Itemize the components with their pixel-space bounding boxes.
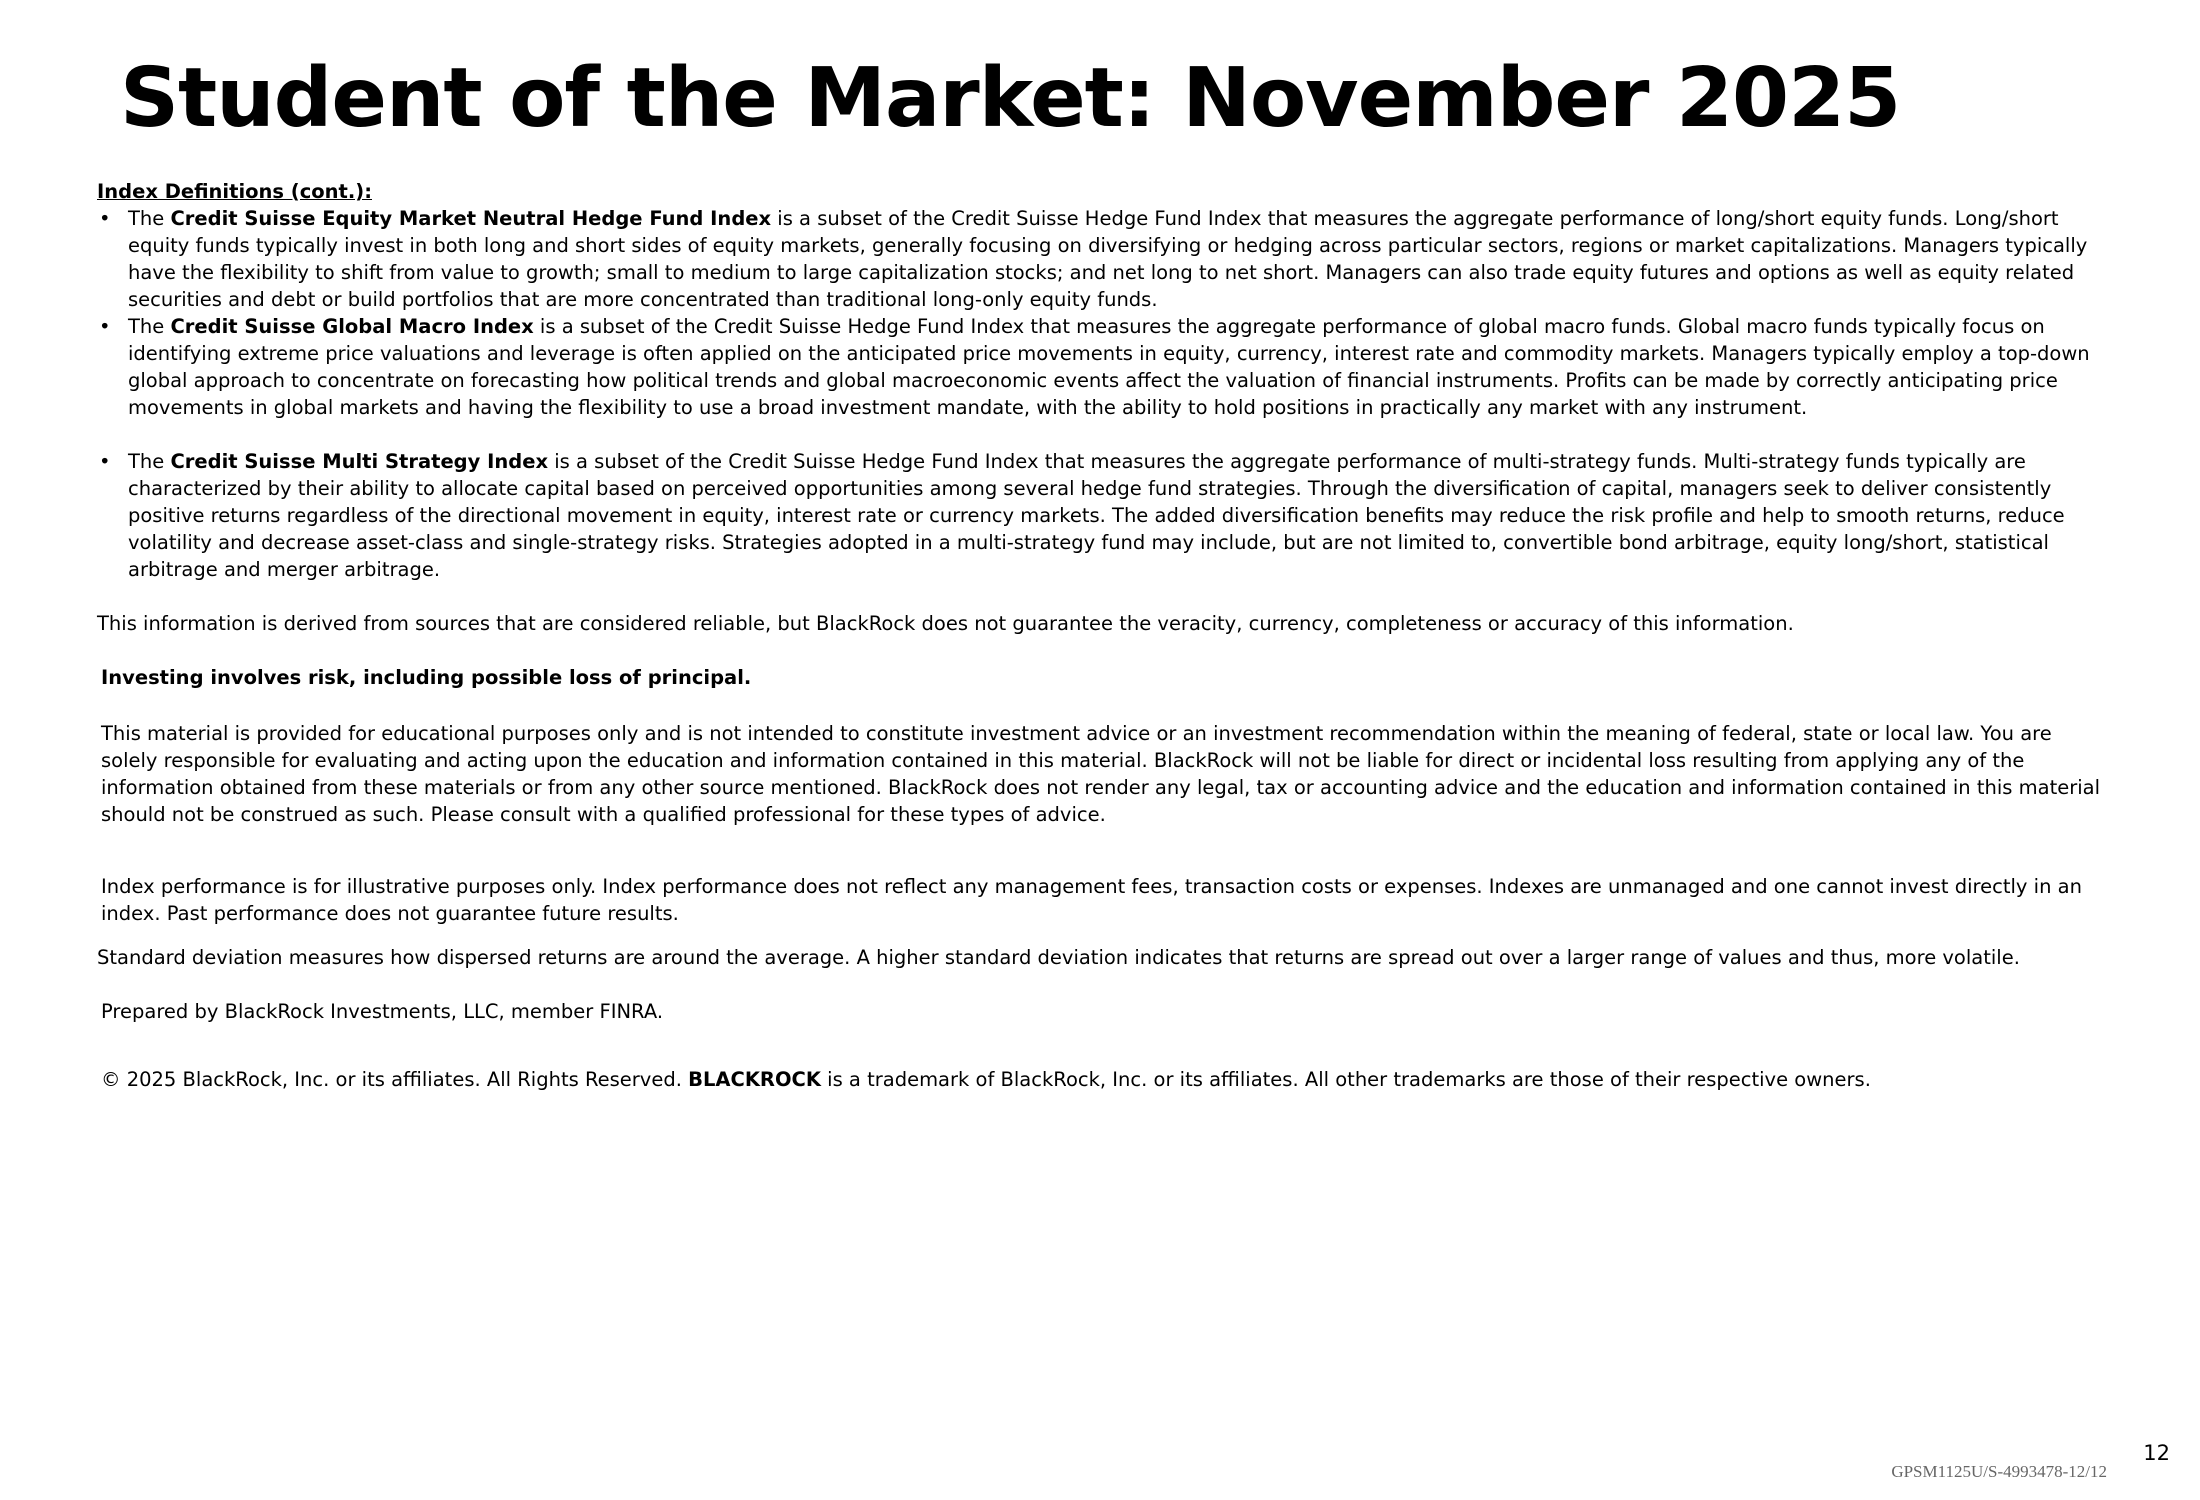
definition-lead: The: [128, 207, 171, 230]
risk-statement: Investing involves risk, including possible loss of principal.: [101, 666, 752, 689]
copyright-notice: [97, 1066, 2107, 1093]
index-performance-disclaimer: Index performance is for illustrative purposes only. Index performance does not reflect any management fees, transaction costs or expenses. Indexes are unmanaged and one cannot invest directly in an index. Past performance does not guarantee future results.: [101, 875, 2082, 925]
definition-text: is a subset of the Credit Suisse Hedge Fund Index that measures the aggregate performance of multi-strategy funds. Multi-strategy funds typically are characterized by their ability to allocate capital based on perceived opportunities among several hedge fund strategies. Through the diversification of capital, managers seek to deliver consistently positive returns regardless of the directional movement in equity, interest rate or currency markets. The added diversification benefits may reduce the risk profile and help to smooth returns, reduce volatility and decrease asset-class and single-strategy risks. Strategies adopted in a multi-strategy fund may include, but are not limited to, convertible bond arbitrage, equity long/short, statistical arbitrage and merger arbitrage.: [128, 450, 2065, 581]
page-title: Student of the Market: November 2025: [120, 51, 1901, 146]
prepared-by: Prepared by BlackRock Investments, LLC, member FINRA.: [101, 1000, 664, 1023]
standard-deviation-note: Standard deviation measures how dispersed returns are around the average. A higher standard deviation indicates that returns are spread out over a larger range of values and thus, more volatile.: [97, 946, 2020, 969]
info-disclaimer: This information is derived from sources that are considered reliable, but BlackRock does not guarantee the veracity, currency, completeness or accuracy of this information.: [97, 612, 1794, 635]
index-definitions-list: [97, 205, 2107, 583]
index-name: Credit Suisse Multi Strategy Index: [170, 450, 549, 473]
definition-text: is a subset of the Credit Suisse Hedge Fund Index that measures the aggregate performance of long/short equity funds. Long/short equity funds typically invest in both long and short sides of equity markets, generally focusing on diversifying or hedging across particular sectors, regions or market capitalizations. Managers typically have the flexibility to shift from value to growth; small to medium to large capitalization stocks; and net long to net short. Managers can also trade equity futures and options as well as equity related securities and debt or build portfolios that are more concentrated than traditional long-only equity funds.: [128, 207, 2088, 311]
footer-code: GPSM1125U/S-4993478-12/12: [1891, 1462, 2107, 1481]
index-name: Credit Suisse Global Macro Index: [170, 315, 534, 338]
section-heading: Index Definitions (cont.):: [97, 180, 372, 203]
page-number: 12: [2143, 1441, 2170, 1465]
copyright-prefix: © 2025 BlackRock, Inc. or its affiliates. All Rights Reserved.: [101, 1068, 689, 1091]
definition-multi-strategy: [97, 448, 2107, 583]
definition-equity-market-neutral: [97, 205, 2107, 313]
definition-text: is a subset of the Credit Suisse Hedge Fund Index that measures the aggregate performance of global macro funds. Global macro funds typically focus on identifying extreme price valuations and leverage is often applied on the anticipated price movements in equity, currency, interest rate and commodity markets. Managers typically employ a top-down global approach to concentrate on forecasting how political trends and global macroeconomic events affect the valuation of financial instruments. Profits can be made by correctly anticipating price movements in global markets and having the flexibility to use a broad investment mandate, with the ability to hold positions in practically any market with any instrument.: [128, 315, 2090, 419]
definition-lead: The: [128, 315, 171, 338]
brand-name: BLACKROCK: [688, 1068, 821, 1091]
disclosures-body: [97, 178, 2107, 1093]
definition-lead: The: [128, 450, 171, 473]
copyright-suffix: is a trademark of BlackRock, Inc. or its affiliates. All other trademarks are those of their respective owners.: [820, 1068, 1871, 1091]
educational-disclaimer: This material is provided for educational purposes only and is not intended to constitute investment advice or an investment recommendation within the meaning of federal, state or local law. You are solely responsible for evaluating and acting upon the education and information contained in this material. BlackRock will not be liable for direct or incidental loss resulting from applying any of the information obtained from these materials or from any other source mentioned. BlackRock does not render any legal, tax or accounting advice and the education and information contained in this material should not be construed as such. Please consult with a qualified professional for these types of advice.: [101, 722, 2101, 826]
index-name: Credit Suisse Equity Market Neutral Hedge Fund Index: [170, 207, 772, 230]
definition-global-macro: [97, 313, 2107, 421]
